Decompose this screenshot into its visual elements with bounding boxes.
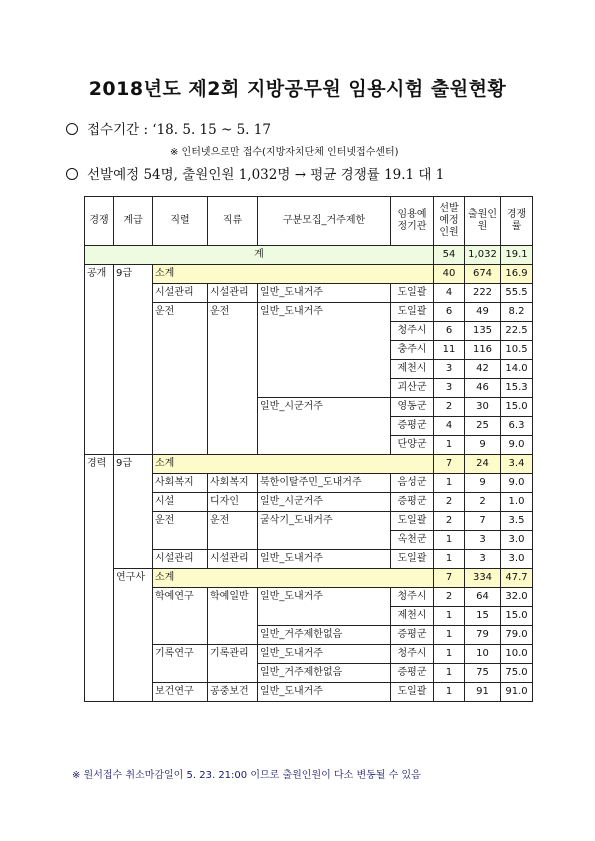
header-grade: 계급 <box>114 197 153 246</box>
agency-cell: 제천시 <box>391 607 434 626</box>
agency-cell: 도일괄 <box>391 284 434 303</box>
recruit-cell: 굴삭기_도내거주 <box>258 512 391 550</box>
table-row <box>85 284 533 303</box>
applicants-cell: 49 <box>465 303 501 322</box>
series-cell: 기록연구 <box>153 645 208 683</box>
recruit-cell: 일반_도내거주 <box>258 550 391 569</box>
agency-cell: 청주시 <box>391 588 434 607</box>
subtotal-ratio: 3.4 <box>501 455 533 474</box>
ratio-cell: 14.0 <box>501 360 533 379</box>
total-row <box>85 246 533 265</box>
category-cell: 사회복지 <box>208 474 258 493</box>
applicants-cell: 9 <box>465 436 501 455</box>
recruit-cell: 일반_시군거주 <box>258 493 391 512</box>
category-cell: 시설관리 <box>208 550 258 569</box>
recruit-cell: 일반_도내거주 <box>258 284 391 303</box>
planned-cell: 4 <box>434 417 465 436</box>
series-cell: 학예연구 <box>153 588 208 645</box>
series-cell: 시설 <box>153 493 208 512</box>
period-label: 접수기간 : <box>87 122 153 138</box>
ratio-cell: 8.2 <box>501 303 533 322</box>
footer-note: ※ 원서접수 취소마감일이 5. 23. 21:00 이므로 출원인원이 다소 변동될 수 있음 <box>72 770 421 781</box>
page-title: 2018년도 제2회 지방공무원 임용시험 출원현황 <box>88 78 507 100</box>
planned-cell: 1 <box>434 626 465 645</box>
agency-cell: 도일괄 <box>391 550 434 569</box>
subtotal-planned: 7 <box>434 569 465 588</box>
ratio-cell: 22.5 <box>501 322 533 341</box>
category-cell: 운전 <box>208 512 258 550</box>
planned-cell: 1 <box>434 607 465 626</box>
subtotal-label: 소계 <box>153 265 434 284</box>
period-line <box>66 118 271 138</box>
series-cell: 운전 <box>153 512 208 550</box>
agency-cell: 괴산군 <box>391 379 434 398</box>
agency-cell: 제천시 <box>391 360 434 379</box>
agency-cell: 청주시 <box>391 322 434 341</box>
table-row <box>85 645 533 664</box>
planned-cell: 6 <box>434 322 465 341</box>
ratio-cell: 75.0 <box>501 664 533 683</box>
subtotal-applicants: 24 <box>465 455 501 474</box>
subtotal-row <box>85 455 533 474</box>
applicants-cell: 3 <box>465 550 501 569</box>
planned-cell: 1 <box>434 550 465 569</box>
subtotal-planned: 40 <box>434 265 465 284</box>
planned-cell: 6 <box>434 303 465 322</box>
applicants-cell: 10 <box>465 645 501 664</box>
header-planned: 선발예정인원 <box>434 197 465 246</box>
applicants-cell: 222 <box>465 284 501 303</box>
applicants-cell: 135 <box>465 322 501 341</box>
recruit-cell: 북한이탈주민_도내거주 <box>258 474 391 493</box>
ratio-cell: 15.0 <box>501 398 533 417</box>
table-row <box>85 588 533 607</box>
applicants-cell: 91 <box>465 683 501 702</box>
agency-cell: 도일괄 <box>391 683 434 702</box>
applicants-cell: 7 <box>465 512 501 531</box>
type-cell: 경력 <box>85 455 114 702</box>
table-header-row <box>85 197 533 246</box>
applicants-cell: 30 <box>465 398 501 417</box>
agency-cell: 도일괄 <box>391 303 434 322</box>
ratio-cell: 10.5 <box>501 341 533 360</box>
applicants-cell: 75 <box>465 664 501 683</box>
header-type: 경쟁 <box>85 197 114 246</box>
subtotal-ratio: 16.9 <box>501 265 533 284</box>
planned-cell: 1 <box>434 645 465 664</box>
subtotal-row <box>85 265 533 284</box>
total-ratio: 19.1 <box>501 246 533 265</box>
planned-cell: 3 <box>434 360 465 379</box>
subtotal-label: 소계 <box>153 455 434 474</box>
ratio-cell: 15.0 <box>501 607 533 626</box>
category-cell: 시설관리 <box>208 284 258 303</box>
ratio-cell: 3.0 <box>501 550 533 569</box>
applicants-cell: 2 <box>465 493 501 512</box>
planned-cell: 1 <box>434 683 465 702</box>
applicants-cell: 15 <box>465 607 501 626</box>
applicants-cell: 25 <box>465 417 501 436</box>
summary-text: 선발예정 54명, 출원인원 1,032명 → 평균 경쟁률 19.1 대 1 <box>87 167 445 183</box>
series-cell: 보건연구 <box>153 683 208 702</box>
table-row <box>85 550 533 569</box>
header-ratio: 경쟁률 <box>501 197 533 246</box>
ratio-cell: 79.0 <box>501 626 533 645</box>
category-cell: 운전 <box>208 303 258 455</box>
recruit-cell: 일반_도내거주 <box>258 683 391 702</box>
planned-cell: 2 <box>434 493 465 512</box>
series-cell: 운전 <box>153 303 208 455</box>
subtotal-label: 소계 <box>153 569 434 588</box>
planned-cell: 11 <box>434 341 465 360</box>
table-row <box>85 474 533 493</box>
ratio-cell: 10.0 <box>501 645 533 664</box>
series-cell: 사회복지 <box>153 474 208 493</box>
agency-cell: 충주시 <box>391 341 434 360</box>
subtotal-row <box>85 569 533 588</box>
recruit-cell: 일반_도내거주 <box>258 303 391 398</box>
total-planned: 54 <box>434 246 465 265</box>
agency-cell: 증평군 <box>391 493 434 512</box>
table-row <box>85 512 533 531</box>
subtotal-planned: 7 <box>434 455 465 474</box>
period-value: ‘18. 5. 15 ~ 5. 17 <box>152 122 271 138</box>
ratio-cell: 9.0 <box>501 436 533 455</box>
type-cell: 공개 <box>85 265 114 455</box>
planned-cell: 4 <box>434 284 465 303</box>
agency-cell: 도일괄 <box>391 512 434 531</box>
summary-line <box>66 163 444 183</box>
category-cell: 디자인 <box>208 493 258 512</box>
category-cell: 기록관리 <box>208 645 258 683</box>
planned-cell: 2 <box>434 588 465 607</box>
total-applicants: 1,032 <box>465 246 501 265</box>
ratio-cell: 6.3 <box>501 417 533 436</box>
applicants-cell: 79 <box>465 626 501 645</box>
series-cell: 시설관리 <box>153 550 208 569</box>
applicants-cell: 46 <box>465 379 501 398</box>
grade-cell: 9급 <box>114 455 153 569</box>
category-cell: 공중보건 <box>208 683 258 702</box>
applicants-cell: 3 <box>465 531 501 550</box>
applicants-cell: 116 <box>465 341 501 360</box>
subtotal-applicants: 334 <box>465 569 501 588</box>
table-row <box>85 303 533 322</box>
planned-cell: 1 <box>434 664 465 683</box>
category-cell: 학예일반 <box>208 588 258 645</box>
ratio-cell: 1.0 <box>501 493 533 512</box>
recruit-cell: 일반_도내거주 <box>258 645 391 664</box>
header-agency: 임용예정기관 <box>391 197 434 246</box>
grade-cell: 9급 <box>114 265 153 455</box>
applicants-cell: 64 <box>465 588 501 607</box>
recruit-cell: 일반_시군거주 <box>258 398 391 455</box>
planned-cell: 2 <box>434 512 465 531</box>
agency-cell: 음성군 <box>391 474 434 493</box>
circle-bullet-icon <box>66 123 78 135</box>
grade-cell: 연구사 <box>114 569 153 702</box>
applicants-cell: 42 <box>465 360 501 379</box>
ratio-cell: 91.0 <box>501 683 533 702</box>
ratio-cell: 9.0 <box>501 474 533 493</box>
series-cell: 시설관리 <box>153 284 208 303</box>
ratio-cell: 3.0 <box>501 531 533 550</box>
header-applicants: 출원인원 <box>465 197 501 246</box>
agency-cell: 증평군 <box>391 664 434 683</box>
agency-cell: 증평군 <box>391 417 434 436</box>
circle-bullet-icon <box>66 168 78 180</box>
subtotal-ratio: 47.7 <box>501 569 533 588</box>
subtotal-applicants: 674 <box>465 265 501 284</box>
header-category: 직류 <box>208 197 258 246</box>
ratio-cell: 32.0 <box>501 588 533 607</box>
ratio-cell: 55.5 <box>501 284 533 303</box>
table-row <box>85 683 533 702</box>
planned-cell: 1 <box>434 474 465 493</box>
table-row <box>85 493 533 512</box>
agency-cell: 증평군 <box>391 626 434 645</box>
planned-cell: 2 <box>434 398 465 417</box>
applicants-cell: 9 <box>465 474 501 493</box>
application-note: ※ 인터넷으로만 접수(지방자치단체 인터넷접수센터) <box>170 147 399 158</box>
total-label: 계 <box>85 246 434 265</box>
header-recruit: 구분모집_거주제한 <box>258 197 391 246</box>
ratio-cell: 15.3 <box>501 379 533 398</box>
planned-cell: 3 <box>434 379 465 398</box>
agency-cell: 청주시 <box>391 645 434 664</box>
recruit-cell: 일반_거주제한없음 <box>258 626 391 645</box>
applicant-table <box>84 196 533 702</box>
agency-cell: 영동군 <box>391 398 434 417</box>
header-series: 직렬 <box>153 197 208 246</box>
ratio-cell: 3.5 <box>501 512 533 531</box>
planned-cell: 1 <box>434 436 465 455</box>
planned-cell: 1 <box>434 531 465 550</box>
agency-cell: 옥천군 <box>391 531 434 550</box>
recruit-cell: 일반_도내거주 <box>258 588 391 626</box>
agency-cell: 단양군 <box>391 436 434 455</box>
recruit-cell: 일반_거주제한없음 <box>258 664 391 683</box>
